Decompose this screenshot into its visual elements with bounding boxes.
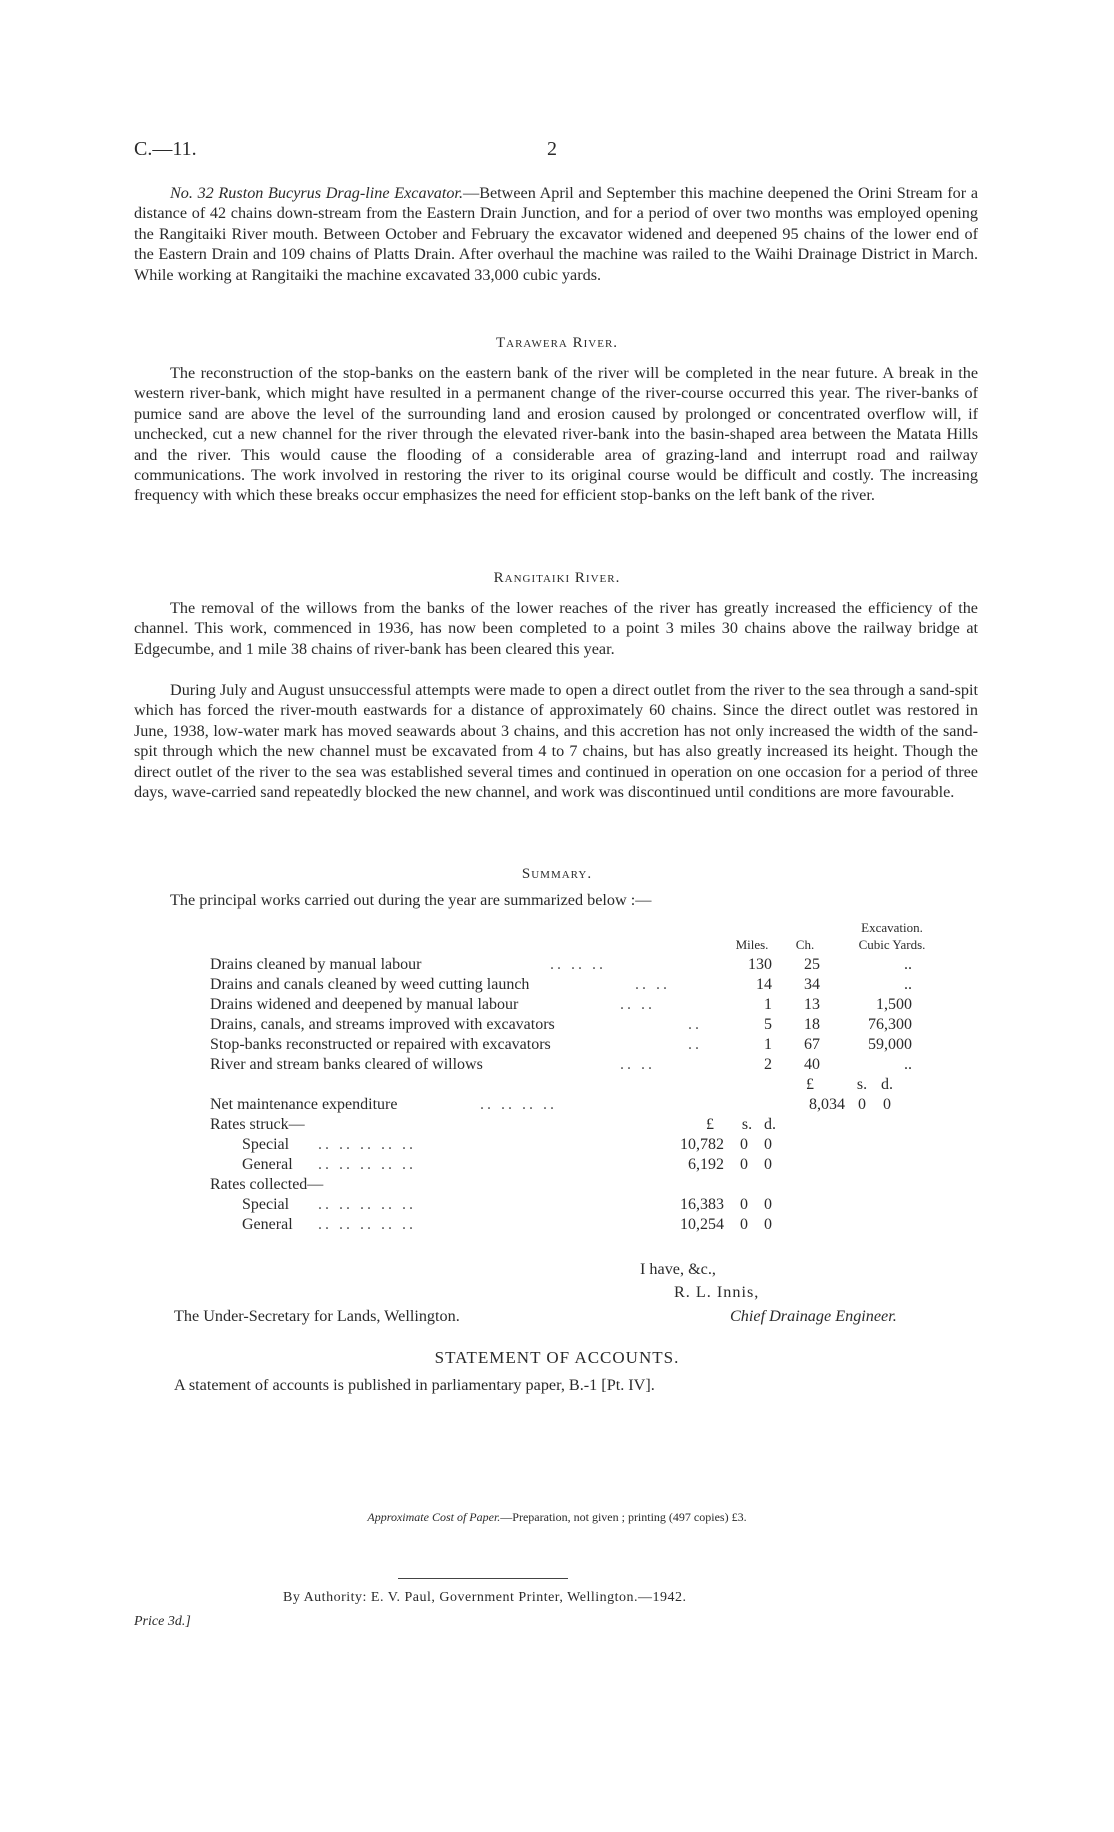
- row-leader-dots: .. .. .. .. ..: [318, 1196, 416, 1213]
- net-maintenance-label: Net maintenance expenditure: [210, 1096, 398, 1113]
- signature-title: Chief Drainage Engineer.: [730, 1307, 897, 1325]
- rates-collected-general-label: General: [242, 1216, 293, 1233]
- summary-intro: The principal works carried out during the year are summarized below :—: [170, 891, 652, 909]
- rates-collected-special-pence: 0: [764, 1196, 772, 1213]
- rates-struck-general-pounds: 6,192: [688, 1156, 724, 1173]
- rates-collected-special-shillings: 0: [740, 1196, 748, 1213]
- tarawera-heading: Tarawera River.: [495, 335, 619, 351]
- cost-of-paper-text: —Preparation, not given ; printing (497 copies) £3.: [500, 1510, 747, 1524]
- row-label: Drains and canals cleaned by weed cutting launch: [210, 976, 530, 993]
- rates-collected-general-pence: 0: [764, 1216, 772, 1233]
- row-leader-dots: .. .. .. .. ..: [318, 1156, 416, 1173]
- rates-struck-special-label: Special: [242, 1136, 290, 1153]
- col-header-ch: Ch.: [795, 937, 815, 952]
- col-header-cubic-yards: Cubic Yards.: [858, 937, 926, 952]
- cost-of-paper-note: [0, 1510, 1114, 1525]
- shilling-header: s.: [856, 1076, 868, 1093]
- rates-struck-special-pounds: 10,782: [680, 1136, 724, 1153]
- rates-struck-general-pence: 0: [764, 1156, 772, 1173]
- rates-collected-special-label: Special: [242, 1196, 290, 1213]
- col-header-miles: Miles.: [735, 937, 769, 952]
- rates-collected-general-pounds: 10,254: [680, 1216, 724, 1233]
- row-label: Drains, canals, and streams improved with excavators: [210, 1016, 555, 1033]
- row-ch: 13: [804, 996, 820, 1013]
- rates-shilling-header: s.: [741, 1116, 753, 1133]
- rates-struck-special-shillings: 0: [740, 1136, 748, 1153]
- table-row: [210, 1035, 950, 1056]
- row-miles: 130: [748, 956, 772, 973]
- page-number: 2: [547, 138, 557, 160]
- row-miles: 2: [764, 1056, 772, 1073]
- table-row: [210, 955, 950, 976]
- net-money-header: [210, 1075, 950, 1096]
- row-leader-dots: .. ..: [620, 996, 655, 1013]
- row-label: Drains cleaned by manual labour: [210, 956, 422, 973]
- rates-collected-general-shillings: 0: [740, 1216, 748, 1233]
- rangitaiki-paragraph-1: The removal of the willows from the banks of the lower reaches of the river has greatly increased the efficiency of the channel. This work, commenced in 1936, has now been completed to a point 3 miles 30 chains above the railway bridge at Edgecumbe, and 1 mile 38 chains of river-bank has been cleared this year.: [134, 599, 978, 658]
- net-maintenance-shillings: 0: [858, 1096, 866, 1113]
- summary-heading: Summary.: [521, 866, 593, 882]
- row-ch: 40: [804, 1056, 820, 1073]
- rates-collected-row: [210, 1175, 950, 1196]
- row-label: Drains widened and deepened by manual labour: [210, 996, 519, 1013]
- price-note: Price 3d.]: [134, 1614, 191, 1629]
- rates-struck-row: [210, 1115, 950, 1136]
- net-maintenance-row: [210, 1095, 950, 1116]
- row-label: Stop-banks reconstructed or repaired with excavators: [210, 1036, 551, 1053]
- footer-divider: [398, 1578, 568, 1579]
- row-leader-dots: .. ..: [635, 976, 670, 993]
- accounts-text: A statement of accounts is published in parliamentary paper, B.-1 [Pt. IV].: [174, 1376, 655, 1394]
- col-header-excavation: Excavation.: [861, 920, 923, 935]
- row-leader-dots: .. .. .. .. ..: [318, 1216, 416, 1233]
- row-cubic-yards: 1,500: [876, 996, 912, 1013]
- row-miles: 1: [764, 1036, 772, 1053]
- signature-addressee: The Under-Secretary for Lands, Wellington.: [174, 1307, 460, 1325]
- table-row: [210, 1015, 950, 1036]
- row-label: River and stream banks cleared of willows: [210, 1056, 483, 1073]
- table-row: [210, 975, 950, 996]
- row-cubic-yards: ..: [904, 976, 912, 993]
- pence-header: d.: [881, 1076, 893, 1093]
- paper-reference: C.—11.: [134, 138, 197, 160]
- row-cubic-yards: 76,300: [868, 1016, 912, 1033]
- signature-closing: I have, &c.,: [640, 1260, 716, 1278]
- table-row: [210, 995, 950, 1016]
- table-row: [210, 1135, 950, 1156]
- row-ch: 18: [804, 1016, 820, 1033]
- excavator-paragraph: [134, 183, 978, 285]
- net-maintenance-pence: 0: [883, 1096, 891, 1113]
- summary-table: [210, 918, 950, 1248]
- row-cubic-yards: 59,000: [868, 1036, 912, 1053]
- table-row: [210, 1195, 950, 1216]
- tarawera-paragraph: The reconstruction of the stop-banks on the eastern bank of the river will be completed in the near future. A break in the western river-bank, which might have resulted in a permanent change of the river-course occurred this year. The river-banks of pumice sand are above the level of the surrounding land and erosion caused by prolonged or concentrated overflow will, if unchecked, cut a new channel for the river through the elevated river-bank into the basin-shaped area between the Matata Hills and the river. This would cause the flooding of a considerable area of grazing-land and interrupt road and railway communications. The work involved in restoring the river to its original course would be difficult and costly. The increasing frequency with which these breaks occur emphasizes the need for efficient stop-banks on the left bank of the river.: [134, 364, 978, 505]
- row-cubic-yards: ..: [904, 956, 912, 973]
- row-leader-dots: .. ..: [620, 1056, 655, 1073]
- rates-pound-header: £: [706, 1116, 714, 1133]
- rates-struck-special-pence: 0: [764, 1136, 772, 1153]
- accounts-heading: STATEMENT OF ACCOUNTS.: [434, 1348, 680, 1367]
- row-miles: 5: [764, 1016, 772, 1033]
- table-row: [210, 1055, 950, 1076]
- table-row: [210, 1215, 950, 1236]
- cost-of-paper-label: Approximate Cost of Paper.: [367, 1510, 501, 1524]
- row-ch: 25: [804, 956, 820, 973]
- row-ch: 34: [804, 976, 820, 993]
- rates-struck-label: Rates struck—: [210, 1116, 305, 1133]
- rates-pence-header: d.: [764, 1116, 776, 1133]
- excavator-text: —Between April and September this machine deepened the Orini Stream for a distance of 42 chains down-stream from the Eastern Drain Junction, and for a period of over two months was employed opening the Rangitaiki River mouth. Between October and February the excavator widened and deepened 95 chains of the lower end of the Eastern Drain and 109 chains of Platts Drain. After overhaul the machine was railed to the Waihi Drainage District in March. While working at Rangitaiki the machine excavated 33,000 cubic yards.: [134, 184, 979, 284]
- row-leader-dots: .. .. ..: [550, 956, 606, 973]
- excavator-title: No. 32 Ruston Bucyrus Drag-line Excavator.: [170, 184, 463, 202]
- row-miles: 1: [764, 996, 772, 1013]
- rates-struck-general-shillings: 0: [740, 1156, 748, 1173]
- rates-struck-general-label: General: [242, 1156, 293, 1173]
- row-leader-dots: ..: [688, 1036, 702, 1053]
- row-leader-dots: ..: [688, 1016, 702, 1033]
- net-maintenance-pounds: 8,034: [809, 1096, 845, 1113]
- rangitaiki-paragraph-2: During July and August unsuccessful attempts were made to open a direct outlet from the river to the sea through a sand-spit which has forced the river-mouth eastwards for a distance of approximately 60 chains. Since the direct outlet was restored in June, 1938, low-water mark has moved seawards about 3 chains, and this accretion has not only increased the width of the sand-spit through which the new channel must be excavated from 4 to 7 chains, but has also greatly increased its height. Though the direct outlet of the river to the sea was established several times and continued in operation on one occasion for a period of three days, wave-carried sand repeatedly blocked the new channel, and work was discontinued until conditions are more favourable.: [134, 681, 978, 802]
- rangitaiki-heading: Rangitaiki River.: [493, 570, 621, 586]
- row-ch: 67: [804, 1036, 820, 1053]
- rates-collected-label: Rates collected—: [210, 1176, 324, 1193]
- authority-line: By Authority: E. V. Paul, Government Printer, Wellington.—1942.: [283, 1590, 687, 1605]
- row-miles: 14: [756, 976, 772, 993]
- signature-name: R. L. Innis,: [674, 1283, 760, 1301]
- row-cubic-yards: ..: [904, 1056, 912, 1073]
- pound-header: £: [806, 1076, 814, 1093]
- table-row: [210, 1155, 950, 1176]
- row-leader-dots: .. .. .. .. ..: [318, 1136, 416, 1153]
- rates-collected-special-pounds: 16,383: [680, 1196, 724, 1213]
- row-leader-dots: .. .. .. ..: [480, 1096, 557, 1113]
